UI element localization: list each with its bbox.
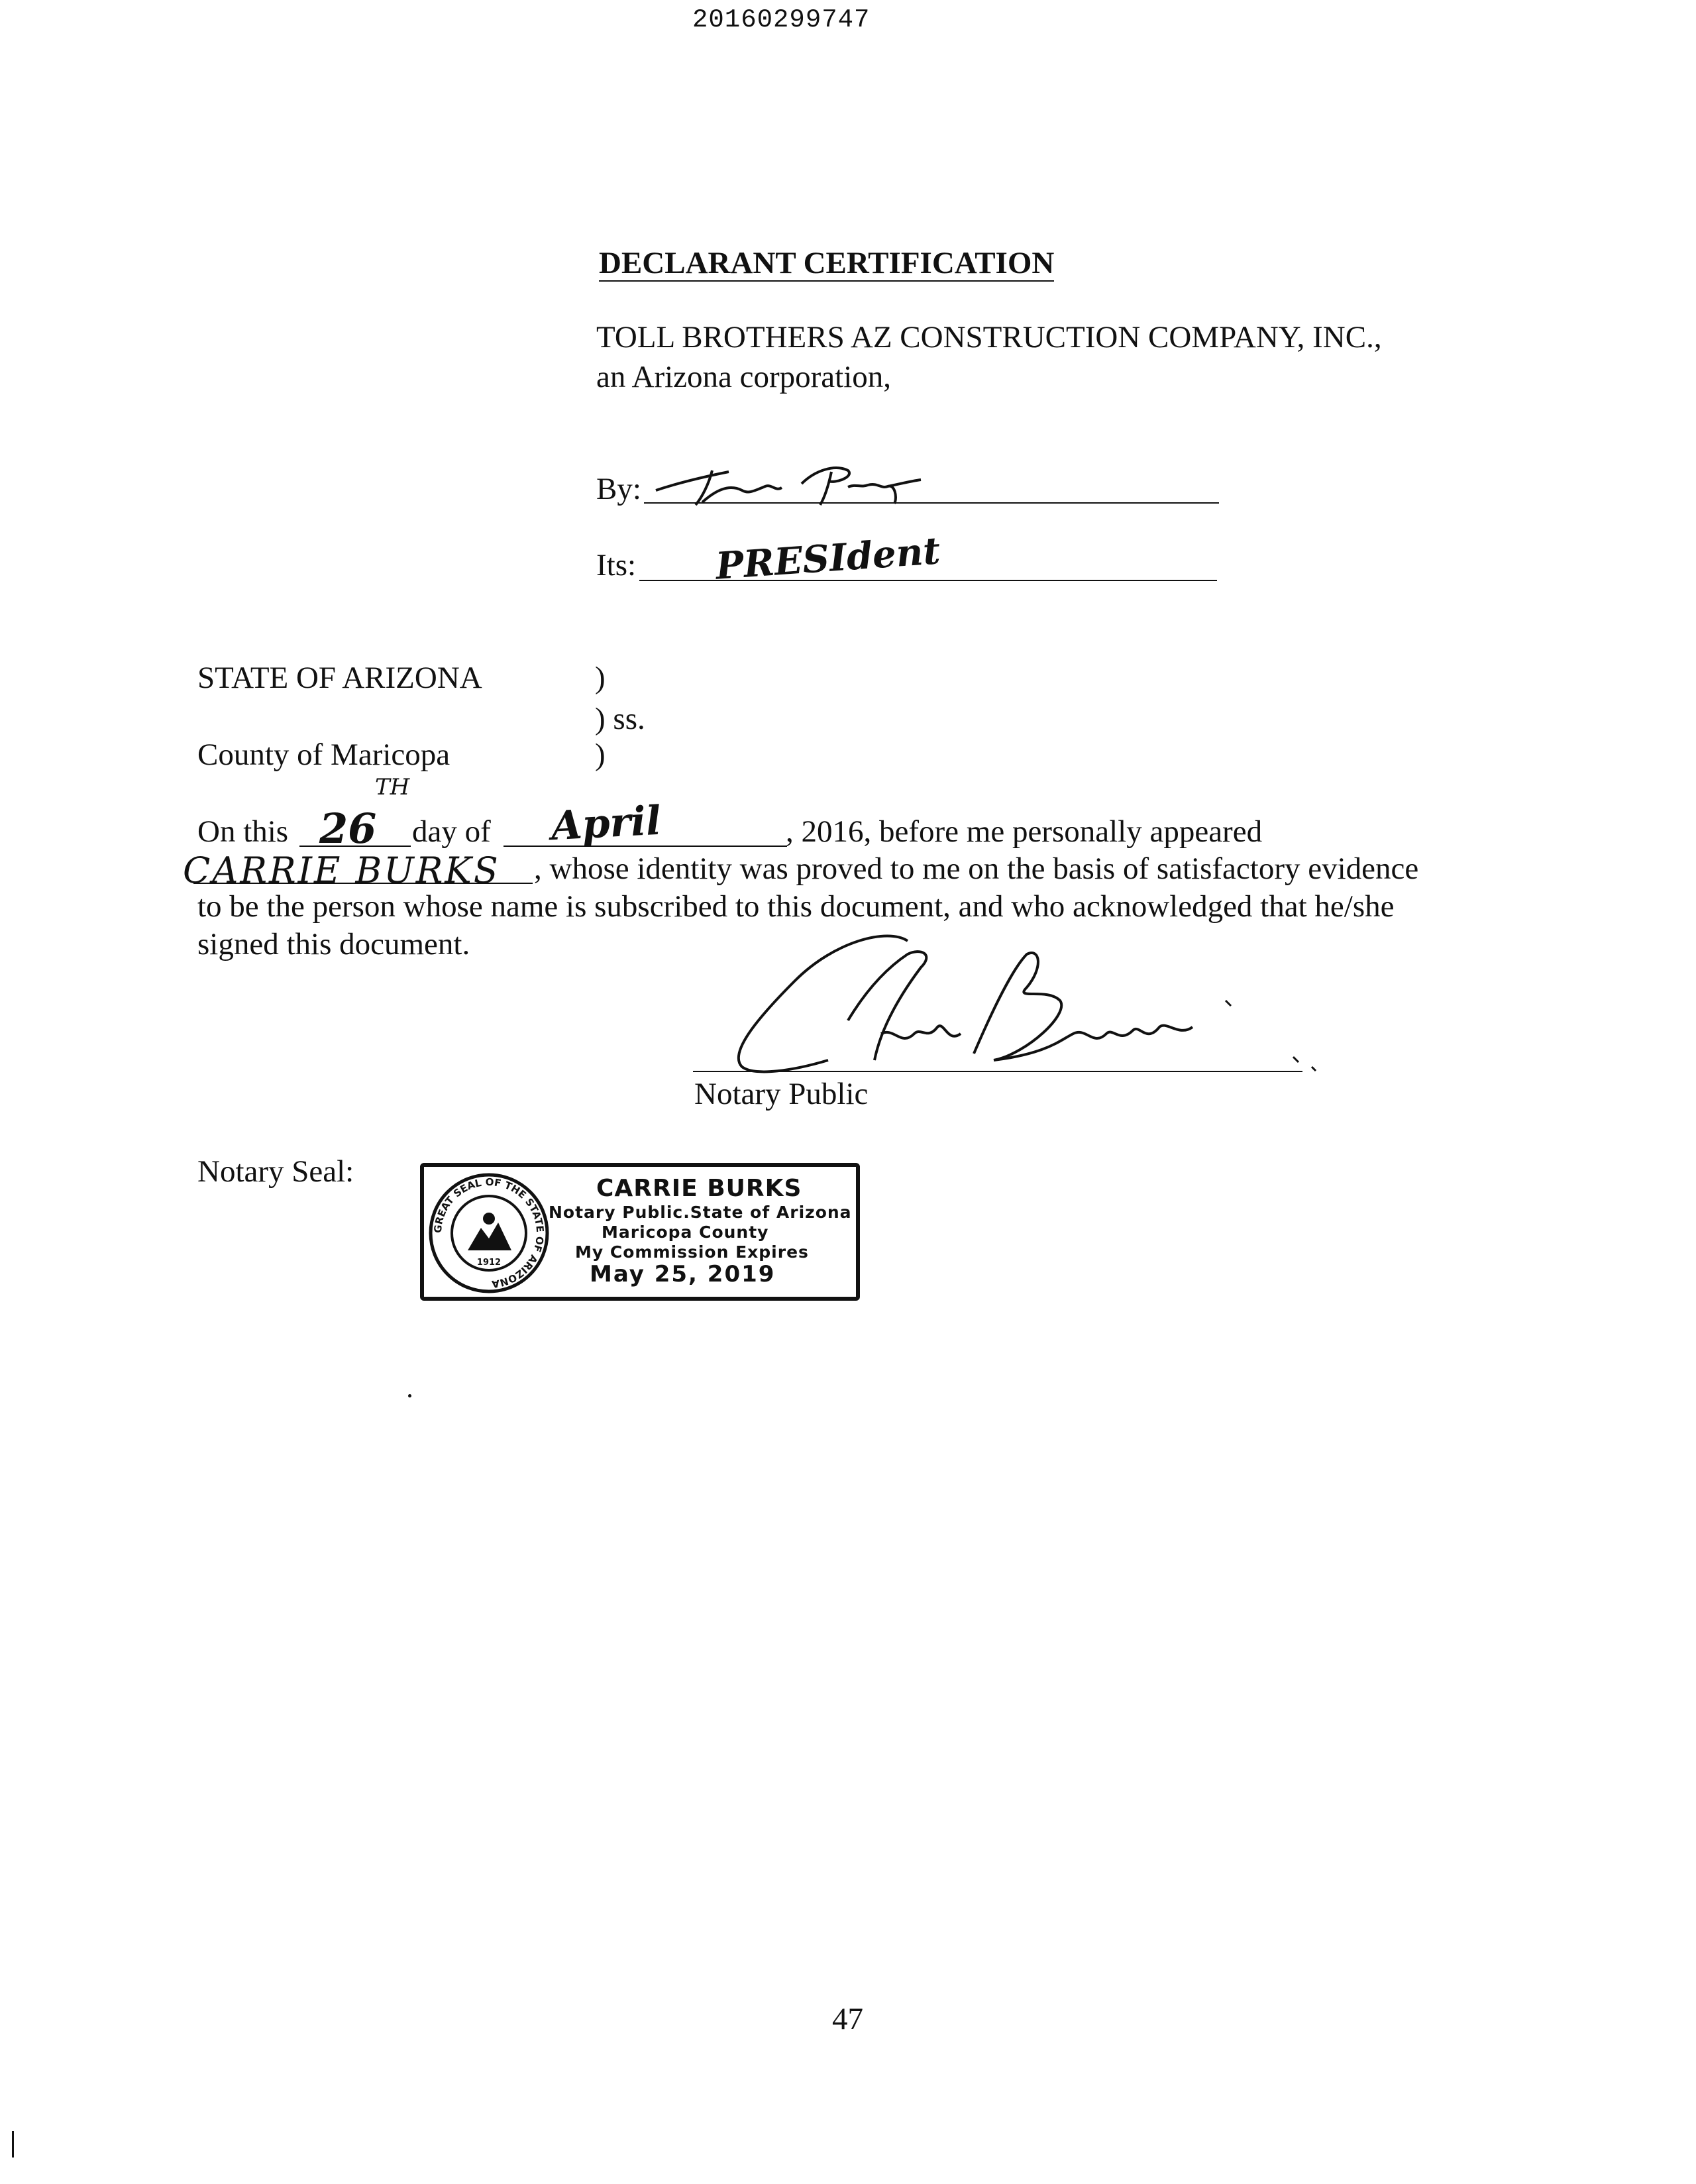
company-name: TOLL BROTHERS AZ CONSTRUCTION COMPANY, INC., xyxy=(596,320,1382,355)
ack-day-of: day of xyxy=(412,814,491,849)
county-label: County of Maricopa xyxy=(197,737,450,772)
state-label: STATE OF ARIZONA xyxy=(197,661,482,695)
notary-public-label: Notary Public xyxy=(694,1077,869,1111)
notary-stamp xyxy=(420,1163,860,1301)
stamp-name: CARRIE BURKS xyxy=(596,1175,802,1202)
by-label: By: xyxy=(596,472,641,506)
page-number: 47 xyxy=(832,2002,863,2036)
stray-mark xyxy=(408,1394,411,1397)
ack-line-4: signed this document. xyxy=(197,927,470,961)
venue-paren-1: ) xyxy=(595,661,606,695)
seal-year: 1912 xyxy=(476,1258,502,1268)
seal-ring-text: GREAT SEAL OF THE STATE OF ARIZONA xyxy=(431,1175,547,1291)
ack-month-line xyxy=(504,846,787,847)
ack-day-suffix: TH xyxy=(375,774,410,800)
ack-line-3: to be the person whose name is subscribed to this document, and who acknowledged that he/she xyxy=(197,889,1395,924)
president-signature xyxy=(649,457,934,510)
ack-name-handwritten: CARRIE BURKS xyxy=(183,849,500,891)
ack-year-text: , 2016, before me personally appeared xyxy=(786,814,1263,849)
notary-seal-label: Notary Seal: xyxy=(197,1154,354,1189)
recording-number: 20160299747 xyxy=(692,5,871,34)
ack-month-handwritten: April xyxy=(550,797,662,850)
document-title: DECLARANT CERTIFICATION xyxy=(599,246,1055,280)
venue-paren-ss: ) ss. xyxy=(595,702,645,736)
stamp-line-1: Notary Public.State of Arizona xyxy=(549,1203,852,1222)
company-description: an Arizona corporation, xyxy=(596,360,892,394)
notary-signature-line xyxy=(693,1071,1302,1072)
ack-line-2: , whose identity was proved to me on the basis of satisfactory evidence xyxy=(534,851,1419,886)
its-handwritten-title: PRESIdent xyxy=(714,529,942,588)
stamp-line-2: Maricopa County xyxy=(602,1223,769,1242)
stamp-line-3: My Commission Expires xyxy=(575,1242,809,1262)
ack-day-handwritten: 26 xyxy=(319,804,377,853)
venue-paren-3: ) xyxy=(595,737,606,772)
arizona-state-seal xyxy=(428,1172,550,1294)
notary-signature xyxy=(716,928,1352,1087)
stamp-date: May 25, 2019 xyxy=(590,1261,776,1287)
edge-mark xyxy=(12,2131,14,2157)
its-label: Its: xyxy=(596,548,637,582)
ack-on-this: On this xyxy=(197,814,289,849)
svg-text:GREAT SEAL OF THE STATE OF ARI xyxy=(432,1176,546,1290)
